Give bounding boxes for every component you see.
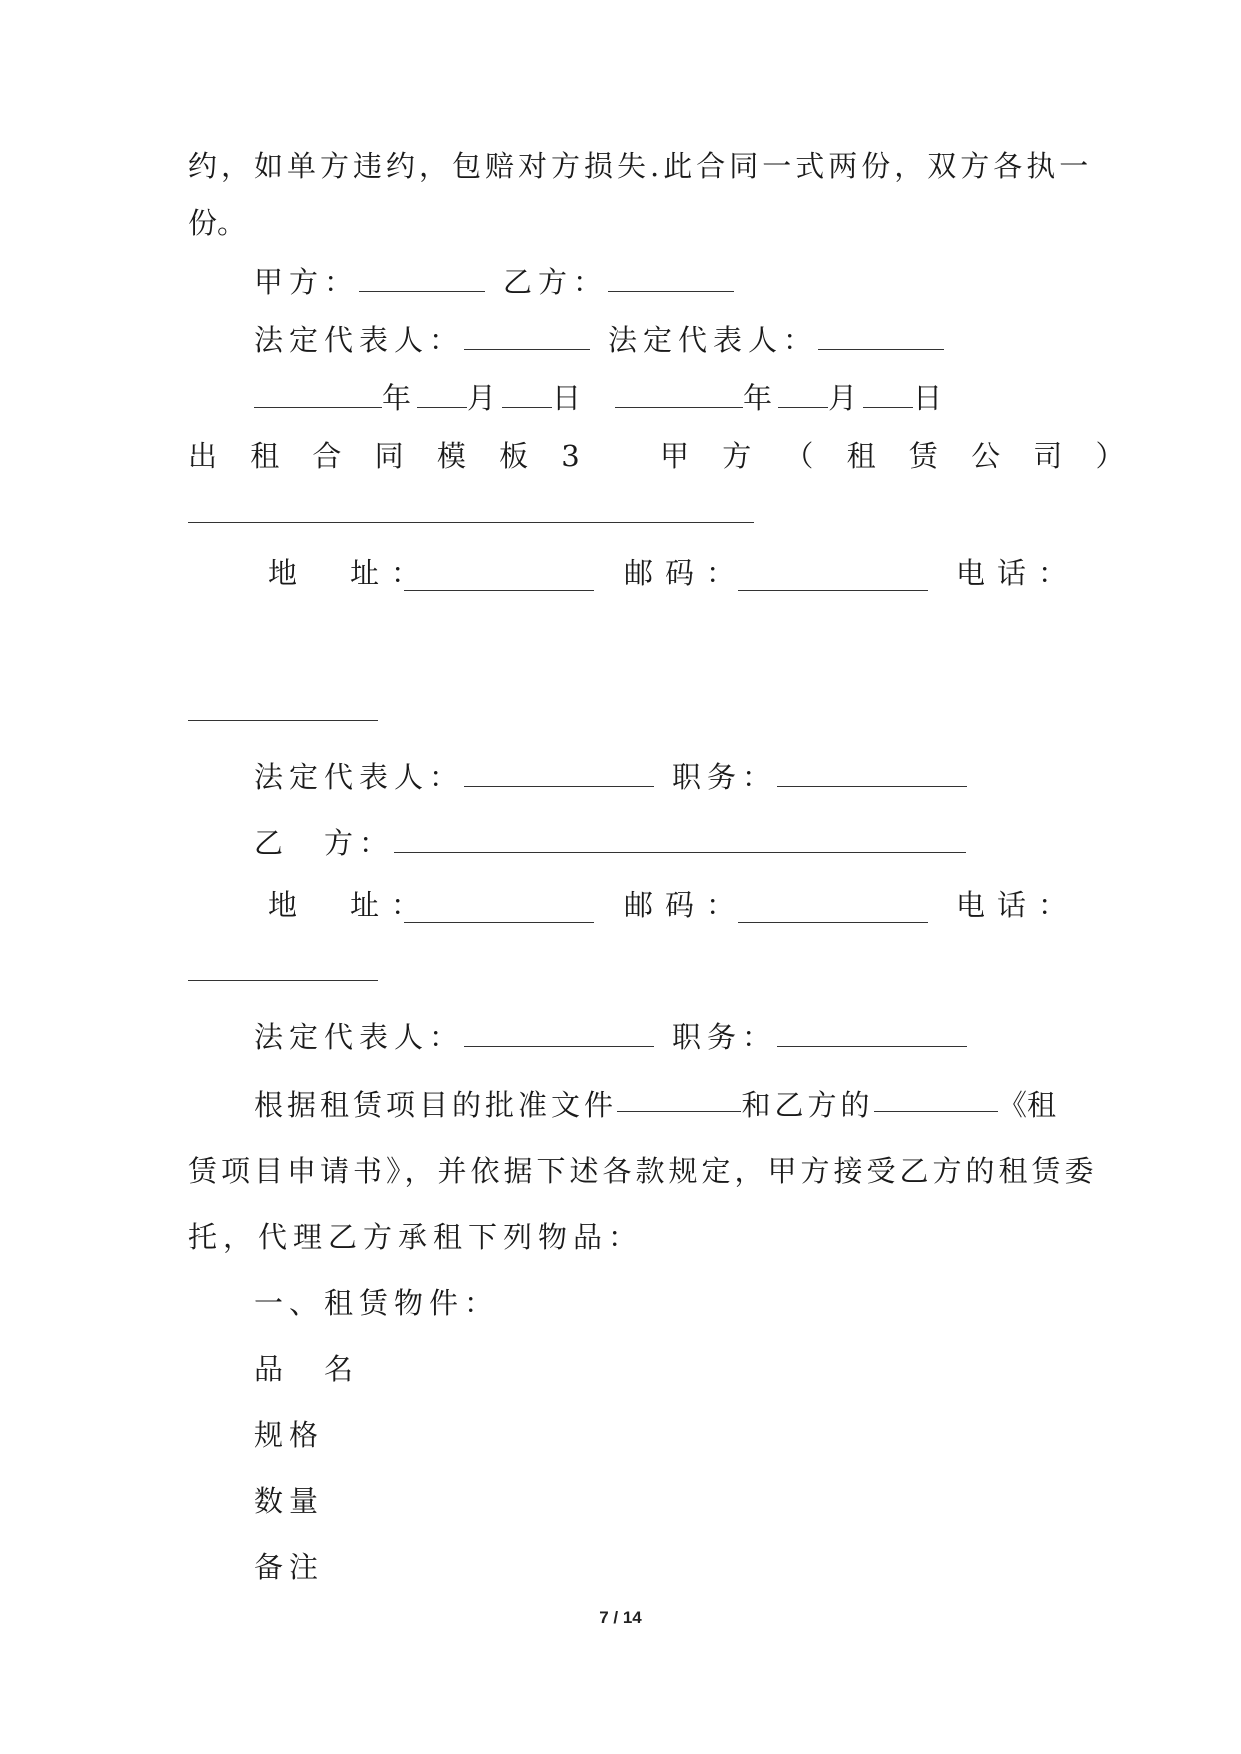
year-a-blank <box>254 381 382 408</box>
body-line-2 <box>188 1151 1098 1191</box>
body-line-3 <box>188 1217 643 1257</box>
section-heading: 一、租赁物件： <box>254 1286 500 1320</box>
day-b-label: 日 <box>913 381 949 415</box>
lessee-position-label: 职务： <box>672 1020 778 1054</box>
application-blank <box>874 1085 998 1112</box>
legal-rep-b-blank <box>818 323 944 350</box>
lessor-phone-label: 电话： <box>956 556 1080 590</box>
body-text: 托，代理乙方承租下列物品： <box>188 1220 644 1254</box>
body-text: 根据租赁项目的批准文件 <box>254 1088 618 1122</box>
body-text: 《租 <box>997 1088 1056 1122</box>
party-b-label: 乙方： <box>503 265 609 299</box>
paragraph-text: 约，如单方违约，包赔对方损失.此合同一式两份，双方各执一 <box>188 149 1093 183</box>
lessor-legal-rep-blank <box>464 760 654 787</box>
approval-doc-blank <box>617 1085 741 1112</box>
lessee-postcode-blank <box>738 922 928 923</box>
paragraph-line <box>188 146 1093 186</box>
lessee-phone-label: 电话： <box>956 888 1080 922</box>
party-a-blank <box>359 265 485 292</box>
paragraph-text: 份。 <box>188 206 247 240</box>
month-b-blank <box>778 381 828 408</box>
lessor-address-blank <box>404 590 594 591</box>
month-b-label: 月 <box>828 381 864 415</box>
year-a-label: 年 <box>382 381 418 415</box>
year-b-blank <box>615 381 743 408</box>
template-title: 出 租 合 同 模 板 3 <box>188 439 592 473</box>
item-name: 品 名 <box>254 1352 360 1386</box>
lessor-name-blank <box>188 522 754 523</box>
lessor-legal-rep-line <box>254 757 967 797</box>
year-b-label: 年 <box>743 381 779 415</box>
month-a-blank <box>417 381 467 408</box>
signature-legal-rep-line <box>254 320 944 360</box>
day-b-blank <box>863 381 913 408</box>
lessor-position-label: 职务： <box>672 760 778 794</box>
signature-date-line <box>254 378 948 418</box>
lessee-position-blank <box>777 1020 967 1047</box>
lessor-heading: 甲 方 （ 租 赁 公 司 ） <box>660 439 1137 473</box>
body-text: 赁项目申请书》，并依据下述各款规定，甲方接受乙方的租赁委 <box>188 1154 1098 1188</box>
party-a-label: 甲方： <box>254 265 360 299</box>
lessee-legal-rep-line <box>254 1017 967 1057</box>
legal-rep-b-label: 法定代表人： <box>608 323 819 357</box>
legal-rep-a-label: 法定代表人： <box>254 323 465 357</box>
lessee-postcode-label: 邮码： <box>624 888 748 922</box>
lessee-address-blank <box>404 922 594 923</box>
day-a-label: 日 <box>552 381 588 415</box>
item-spec: 规格 <box>254 1418 325 1452</box>
lessor-postcode-blank <box>738 590 928 591</box>
paragraph-line <box>188 203 246 243</box>
lessee-label: 乙 方： <box>254 826 395 860</box>
lessee-phone-blank <box>188 980 378 981</box>
lessee-legal-rep-label: 法定代表人： <box>254 1020 465 1054</box>
lessor-phone-blank <box>188 720 378 721</box>
item-remark: 备注 <box>254 1550 325 1584</box>
body-text: 和乙方的 <box>741 1088 874 1122</box>
lessee-name-blank <box>394 826 966 853</box>
lessor-postcode-label: 邮码： <box>624 556 748 590</box>
month-a-label: 月 <box>467 381 503 415</box>
lessee-address-label: 地 址： <box>268 888 433 922</box>
signature-parties-line <box>254 262 734 302</box>
item-quantity: 数量 <box>254 1484 325 1518</box>
lessee-line <box>254 823 966 863</box>
lessor-legal-rep-label: 法定代表人： <box>254 760 465 794</box>
lessor-address-label: 地 址： <box>268 556 433 590</box>
party-b-blank <box>608 265 734 292</box>
lessee-legal-rep-blank <box>464 1020 654 1047</box>
page-number: 7 / 14 <box>599 1608 642 1627</box>
lessor-position-blank <box>777 760 967 787</box>
day-a-blank <box>502 381 552 408</box>
legal-rep-a-blank <box>464 323 590 350</box>
body-line-1 <box>254 1085 1056 1125</box>
